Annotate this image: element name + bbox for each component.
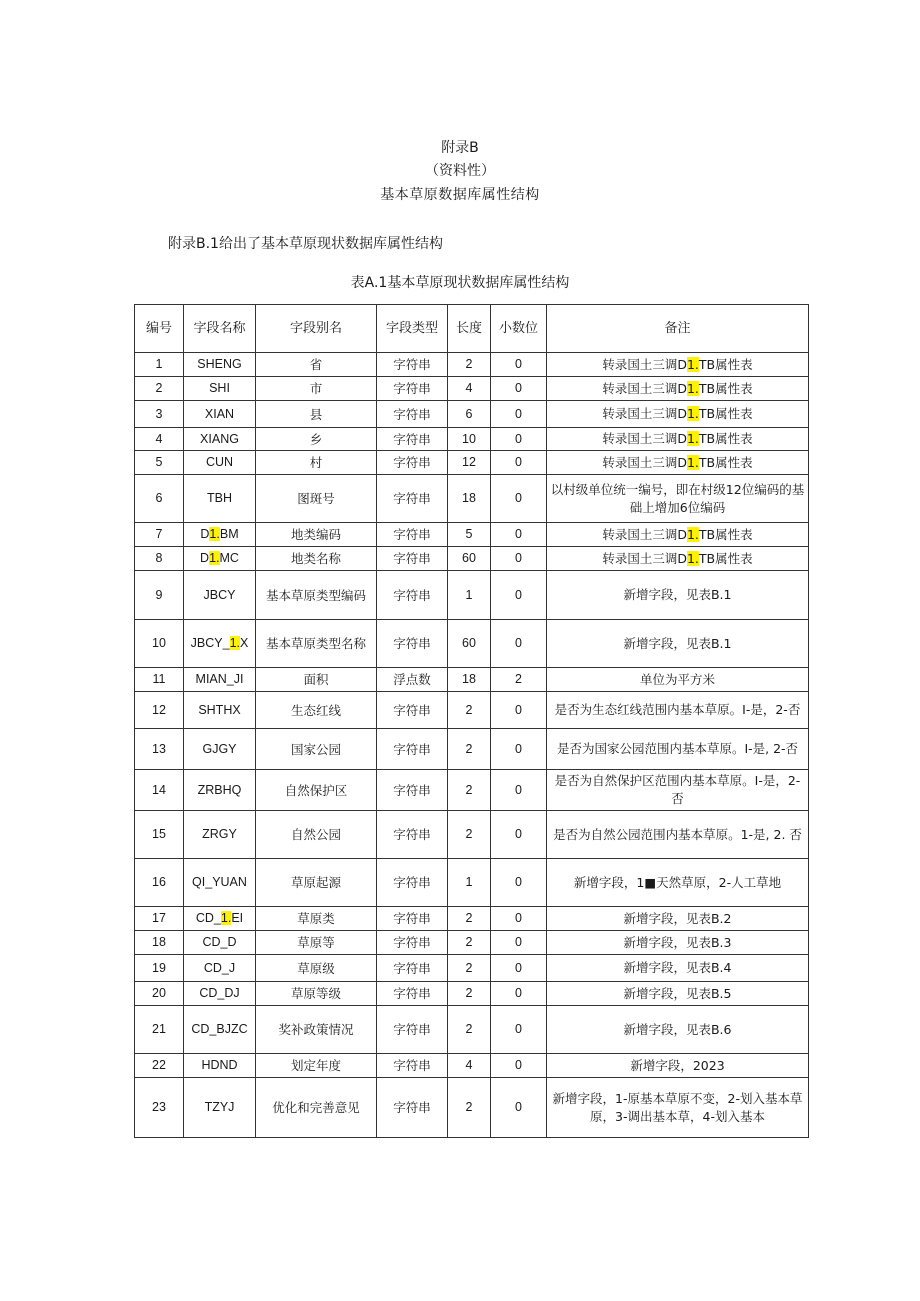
field-type-cell: 字符串 — [377, 982, 448, 1006]
note-cell: 新增字段，见表B.6 — [547, 1006, 809, 1054]
field-type-cell: 字符串 — [377, 451, 448, 475]
note-cell: 转录国土三调D1.TB属性表 — [547, 401, 809, 428]
row-number-cell: 18 — [135, 931, 184, 955]
row-number-cell: 20 — [135, 982, 184, 1006]
field-name-cell: XIANG — [184, 428, 256, 451]
row-number-cell: 12 — [135, 692, 184, 729]
field-alias-cell: 面积 — [256, 668, 377, 692]
note-cell: 是否为国家公园范围内基本草原。I-是, 2-否 — [547, 729, 809, 770]
note-cell: 新增字段，见表B.4 — [547, 955, 809, 982]
field-type-cell: 浮点数 — [377, 668, 448, 692]
field-alias-cell: 基本草原类型编码 — [256, 571, 377, 620]
table-row — [135, 668, 809, 692]
field-name-cell: CD_J — [184, 955, 256, 982]
decimal-cell: 0 — [491, 1078, 547, 1138]
header-cell: 编号 — [135, 305, 184, 353]
highlight-mark: 1. — [686, 550, 699, 566]
field-type-cell: 字符串 — [377, 931, 448, 955]
field-alias-cell: 奖补政策情况 — [256, 1006, 377, 1054]
header-cell: 长度 — [448, 305, 491, 353]
field-alias-cell: 草原起源 — [256, 859, 377, 907]
field-alias-cell: 草原等级 — [256, 982, 377, 1006]
field-alias-cell: 草原等 — [256, 931, 377, 955]
decimal-cell: 0 — [491, 770, 547, 811]
highlight-mark: 1. — [686, 380, 699, 396]
length-cell: 2 — [448, 1006, 491, 1054]
length-cell: 18 — [448, 475, 491, 523]
note-cell: 转录国土三调D1.TB属性表 — [547, 523, 809, 547]
highlight-mark: 1. — [209, 551, 220, 565]
field-alias-cell: 优化和完善意见 — [256, 1078, 377, 1138]
length-cell: 12 — [448, 451, 491, 475]
field-name-cell: CD_1.EI — [184, 907, 256, 931]
length-cell: 10 — [448, 428, 491, 451]
note-cell: 是否为自然保护区范围内基本草原。I-是，2-否 — [547, 770, 809, 811]
length-cell: 1 — [448, 859, 491, 907]
field-type-cell: 字符串 — [377, 1078, 448, 1138]
length-cell: 1 — [448, 571, 491, 620]
highlight-mark: 1. — [229, 636, 240, 650]
length-cell: 2 — [448, 729, 491, 770]
field-name-cell: D1.BM — [184, 523, 256, 547]
highlight-mark: 1. — [686, 431, 699, 446]
header-cell: 小数位 — [491, 305, 547, 353]
field-alias-cell: 县 — [256, 401, 377, 428]
row-number-cell: 15 — [135, 811, 184, 859]
length-cell: 4 — [448, 1054, 491, 1078]
table-row — [135, 547, 809, 571]
field-type-cell: 字符串 — [377, 620, 448, 668]
table-row — [135, 931, 809, 955]
note-cell: 转录国土三调D1.TB属性表 — [547, 451, 809, 475]
length-cell: 5 — [448, 523, 491, 547]
table-row — [135, 1006, 809, 1054]
field-name-cell: CD_D — [184, 931, 256, 955]
decimal-cell: 0 — [491, 859, 547, 907]
row-number-cell: 7 — [135, 523, 184, 547]
length-cell: 6 — [448, 401, 491, 428]
row-number-cell: 8 — [135, 547, 184, 571]
row-number-cell: 11 — [135, 668, 184, 692]
field-type-cell: 字符串 — [377, 811, 448, 859]
field-name-cell: XIAN — [184, 401, 256, 428]
table-row — [135, 859, 809, 907]
row-number-cell: 5 — [135, 451, 184, 475]
decimal-cell: 0 — [491, 451, 547, 475]
row-number-cell: 10 — [135, 620, 184, 668]
table-row — [135, 451, 809, 475]
table-row — [135, 353, 809, 377]
length-cell: 18 — [448, 668, 491, 692]
length-cell: 2 — [448, 907, 491, 931]
field-alias-cell: 生态红线 — [256, 692, 377, 729]
highlight-mark: 1. — [209, 527, 220, 541]
field-name-cell: TZYJ — [184, 1078, 256, 1138]
table-row — [135, 955, 809, 982]
table-row — [135, 523, 809, 547]
field-name-cell: GJGY — [184, 729, 256, 770]
field-alias-cell: 省 — [256, 353, 377, 377]
note-cell: 是否为自然公园范围内基本草原。1-是, 2. 否 — [547, 811, 809, 859]
row-number-cell: 21 — [135, 1006, 184, 1054]
header-cell: 备注 — [547, 305, 809, 353]
note-cell: 新增字段，2023 — [547, 1054, 809, 1078]
length-cell: 60 — [448, 620, 491, 668]
decimal-cell: 0 — [491, 401, 547, 428]
row-number-cell: 3 — [135, 401, 184, 428]
row-number-cell: 23 — [135, 1078, 184, 1138]
appendix-title: 附录B — [441, 140, 479, 156]
row-number-cell: 9 — [135, 571, 184, 620]
field-name-cell: MIAN_JI — [184, 668, 256, 692]
table-row — [135, 729, 809, 770]
field-type-cell: 字符串 — [377, 955, 448, 982]
table-row — [135, 770, 809, 811]
field-name-cell: ZRBHQ — [184, 770, 256, 811]
decimal-cell: 0 — [491, 523, 547, 547]
row-number-cell: 4 — [135, 428, 184, 451]
note-cell: 新增字段，见表B.2 — [547, 907, 809, 931]
decimal-cell: 0 — [491, 353, 547, 377]
table-row — [135, 571, 809, 620]
field-type-cell: 字符串 — [377, 475, 448, 523]
length-cell: 60 — [448, 547, 491, 571]
note-cell: 新增字段，见表B.1 — [547, 620, 809, 668]
field-type-cell: 字符串 — [377, 1006, 448, 1054]
length-cell: 2 — [448, 955, 491, 982]
length-cell: 4 — [448, 377, 491, 401]
field-alias-cell: 村 — [256, 451, 377, 475]
length-cell: 2 — [448, 1078, 491, 1138]
length-cell: 2 — [448, 353, 491, 377]
table-row — [135, 811, 809, 859]
row-number-cell: 14 — [135, 770, 184, 811]
table-row — [135, 377, 809, 401]
field-type-cell: 字符串 — [377, 547, 448, 571]
decimal-cell: 0 — [491, 475, 547, 523]
note-cell: 是否为生态红线范围内基本草原。I-是，2-否 — [547, 692, 809, 729]
row-number-cell: 6 — [135, 475, 184, 523]
decimal-cell: 0 — [491, 428, 547, 451]
field-name-cell: CD_DJ — [184, 982, 256, 1006]
field-name-cell: D1.MC — [184, 547, 256, 571]
appendix-note: （资料性） — [425, 163, 495, 179]
field-type-cell: 字符串 — [377, 729, 448, 770]
appendix-subtitle: 基本草原数据库属性结构 — [380, 187, 540, 203]
decimal-cell: 0 — [491, 547, 547, 571]
row-number-cell: 2 — [135, 377, 184, 401]
decimal-cell: 2 — [491, 668, 547, 692]
table-row — [135, 475, 809, 523]
decimal-cell: 0 — [491, 907, 547, 931]
field-type-cell: 字符串 — [377, 428, 448, 451]
highlight-mark: 1. — [686, 406, 699, 421]
field-name-cell: JBCY_1.X — [184, 620, 256, 668]
row-number-cell: 17 — [135, 907, 184, 931]
decimal-cell: 0 — [491, 377, 547, 401]
field-name-cell: CUN — [184, 451, 256, 475]
note-cell: 新增字段，见表B.3 — [547, 931, 809, 955]
note-cell: 以村级单位统一编号，即在村级12位编码的基础上增加6位编码 — [547, 475, 809, 523]
row-number-cell: 16 — [135, 859, 184, 907]
decimal-cell: 0 — [491, 692, 547, 729]
row-number-cell: 22 — [135, 1054, 184, 1078]
field-alias-cell: 国家公园 — [256, 729, 377, 770]
note-cell: 转录国土三调D1.TB属性表 — [547, 377, 809, 401]
table-row — [135, 692, 809, 729]
decimal-cell: 0 — [491, 1006, 547, 1054]
length-cell: 2 — [448, 770, 491, 811]
decimal-cell: 0 — [491, 620, 547, 668]
highlight-mark: 1. — [686, 454, 699, 470]
field-type-cell: 字符串 — [377, 859, 448, 907]
field-name-cell: ZRGY — [184, 811, 256, 859]
header-cell: 字段名称 — [184, 305, 256, 353]
decimal-cell: 0 — [491, 955, 547, 982]
table-row — [135, 1078, 809, 1138]
length-cell: 2 — [448, 811, 491, 859]
field-alias-cell: 草原级 — [256, 955, 377, 982]
field-alias-cell: 地类名称 — [256, 547, 377, 571]
intro-paragraph: 附录B.1给出了基本草原现状数据库属性结构 — [168, 236, 443, 252]
decimal-cell: 0 — [491, 571, 547, 620]
length-cell: 2 — [448, 931, 491, 955]
field-type-cell: 字符串 — [377, 1054, 448, 1078]
field-name-cell: JBCY — [184, 571, 256, 620]
field-type-cell: 字符串 — [377, 571, 448, 620]
field-name-cell: TBH — [184, 475, 256, 523]
note-cell: 转录国土三调D1.TB属性表 — [547, 353, 809, 377]
field-name-cell: SHTHX — [184, 692, 256, 729]
field-type-cell: 字符串 — [377, 907, 448, 931]
note-cell: 新增字段，1-原基本草原不变，2-划入基本草原，3-调出基本草，4-划入基本 — [547, 1078, 809, 1138]
field-name-cell: SHENG — [184, 353, 256, 377]
field-name-cell: QI_YUAN — [184, 859, 256, 907]
table-body — [135, 353, 809, 1138]
highlight-mark: 1. — [686, 526, 699, 542]
table-row — [135, 982, 809, 1006]
field-alias-cell: 基本草原类型名称 — [256, 620, 377, 668]
field-alias-cell: 划定年度 — [256, 1054, 377, 1078]
field-alias-cell: 图斑号 — [256, 475, 377, 523]
table-row — [135, 401, 809, 428]
row-number-cell: 1 — [135, 353, 184, 377]
note-cell: 新增字段，见表B.5 — [547, 982, 809, 1006]
field-alias-cell: 乡 — [256, 428, 377, 451]
field-alias-cell: 地类编码 — [256, 523, 377, 547]
field-type-cell: 字符串 — [377, 523, 448, 547]
decimal-cell: 0 — [491, 982, 547, 1006]
table-row — [135, 428, 809, 451]
header-cell: 字段类型 — [377, 305, 448, 353]
field-type-cell: 字符串 — [377, 377, 448, 401]
highlight-mark: 1. — [220, 911, 232, 925]
table-header-row — [135, 305, 809, 353]
length-cell: 2 — [448, 982, 491, 1006]
note-cell: 转录国土三调D1.TB属性表 — [547, 428, 809, 451]
note-cell: 新增字段，1■天然草原，2-人工草地 — [547, 859, 809, 907]
highlight-mark: 1. — [686, 356, 699, 372]
note-cell: 单位为平方米 — [547, 668, 809, 692]
field-alias-cell: 自然公园 — [256, 811, 377, 859]
field-name-cell: HDND — [184, 1054, 256, 1078]
table-row — [135, 907, 809, 931]
attribute-table — [134, 304, 809, 1138]
row-number-cell: 19 — [135, 955, 184, 982]
note-cell: 转录国土三调D1.TB属性表 — [547, 547, 809, 571]
field-alias-cell: 自然保护区 — [256, 770, 377, 811]
field-type-cell: 字符串 — [377, 353, 448, 377]
field-name-cell: SHI — [184, 377, 256, 401]
table-row — [135, 620, 809, 668]
note-cell: 新增字段，见表B.1 — [547, 571, 809, 620]
table-caption: 表A.1基本草原现状数据库属性结构 — [350, 275, 570, 291]
field-alias-cell: 草原类 — [256, 907, 377, 931]
header-cell: 字段别名 — [256, 305, 377, 353]
field-type-cell: 字符串 — [377, 401, 448, 428]
decimal-cell: 0 — [491, 1054, 547, 1078]
field-name-cell: CD_BJZC — [184, 1006, 256, 1054]
decimal-cell: 0 — [491, 811, 547, 859]
length-cell: 2 — [448, 692, 491, 729]
field-type-cell: 字符串 — [377, 692, 448, 729]
field-type-cell: 字符串 — [377, 770, 448, 811]
decimal-cell: 0 — [491, 729, 547, 770]
table-row — [135, 1054, 809, 1078]
row-number-cell: 13 — [135, 729, 184, 770]
decimal-cell: 0 — [491, 931, 547, 955]
field-alias-cell: 市 — [256, 377, 377, 401]
